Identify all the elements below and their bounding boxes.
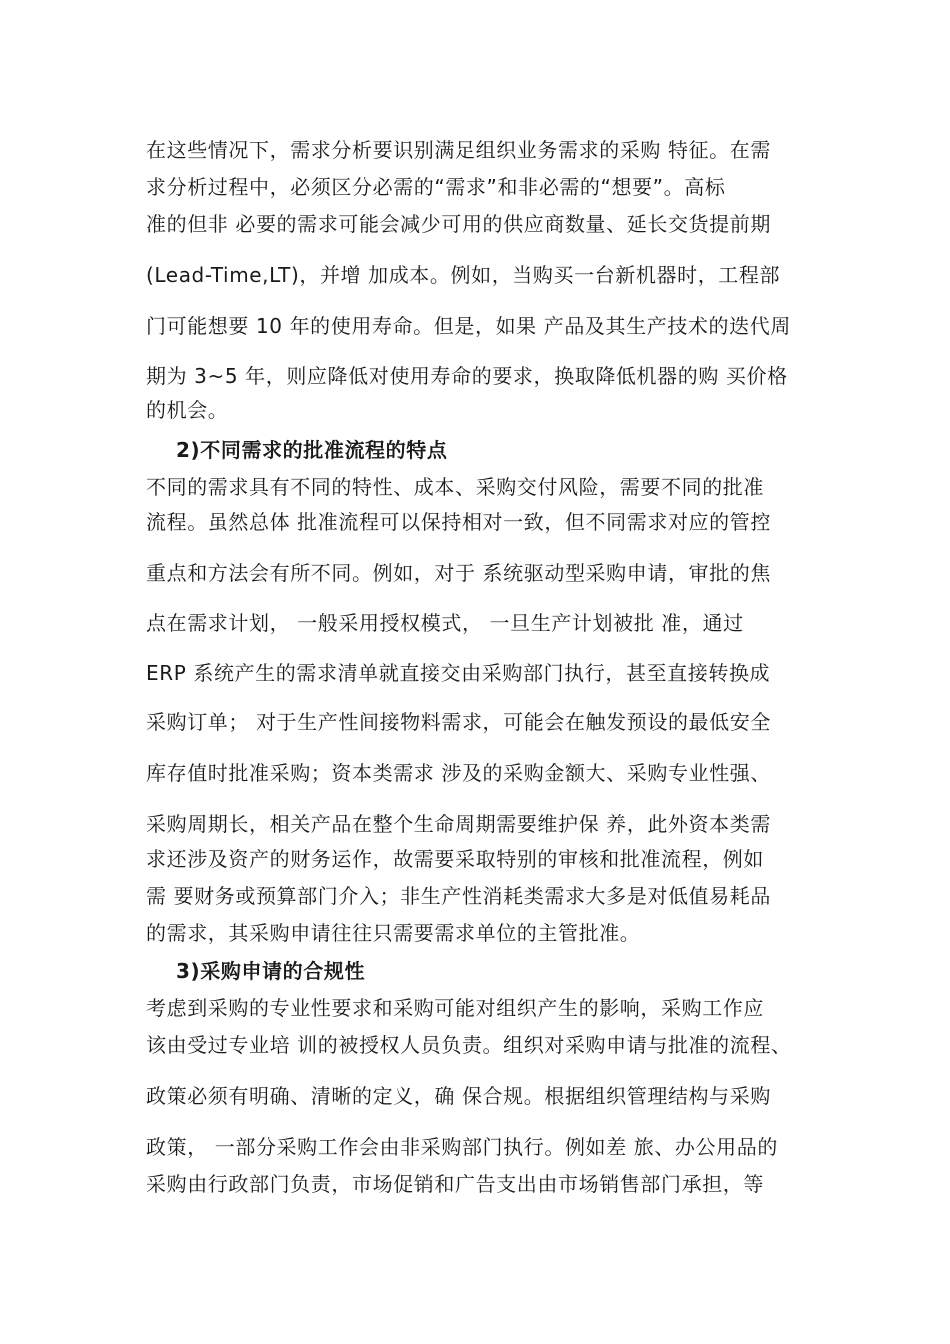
paragraph-line: (Lead-Time,LT)，并增 加成本。例如，当购买一台新机器时，工程部: [146, 263, 781, 287]
paragraph-line: 不同的需求具有不同的特性、成本、采购交付风险，需要不同的批准: [146, 475, 764, 499]
paragraph-line: 求分析过程中，必须区分必需的“需求”和非必需的“想要”。高标: [146, 175, 726, 199]
paragraph-line: 政策， 一部分采购工作会由非采购部门执行。例如差 旅、办公用品的: [146, 1135, 778, 1159]
paragraph-line: ERP 系统产生的需求清单就直接交由采购部门执行，甚至直接转换成: [146, 661, 771, 685]
paragraph-line: 期为 3~5 年，则应降低对使用寿命的要求，换取降低机器的购 买价格: [146, 364, 788, 388]
paragraph-line: 考虑到采购的专业性要求和采购可能对组织产生的影响，采购工作应: [146, 996, 764, 1020]
paragraph-line: 重点和方法会有所不同。例如，对于 系统驱动型采购申请，审批的焦: [146, 561, 771, 585]
paragraph-line: 门可能想要 10 年的使用寿命。但是，如果 产品及其生产技术的迭代周: [146, 314, 791, 338]
paragraph-line: 的需求，其采购申请往往只需要需求单位的主管批准。: [146, 921, 641, 945]
paragraph-line: 政策必须有明确、清晰的定义，确 保合规。根据组织管理结构与采购: [146, 1084, 771, 1108]
paragraph-line: 需 要财务或预算部门介入；非生产性消耗类需求大多是对低值易耗品: [146, 884, 771, 908]
paragraph-line: 采购由行政部门负责，市场促销和广告支出由市场销售部门承担，等: [146, 1172, 764, 1196]
paragraph-line: 该由受过专业培 训的被授权人员负责。组织对采购申请与批准的流程、: [146, 1033, 792, 1057]
paragraph-line: 流程。虽然总体 批准流程可以保持相对一致，但不同需求对应的管控: [146, 510, 771, 534]
paragraph-line: 点在需求计划， 一般采用授权模式， 一旦生产计划被批 准，通过: [146, 611, 744, 635]
paragraph-line: 准的但非 必要的需求可能会减少可用的供应商数量、延长交货提前期: [146, 212, 771, 236]
section-heading-compliance: 3)采购申请的合规性: [176, 959, 366, 983]
paragraph-line: 在这些情况下，需求分析要识别满足组织业务需求的采购 特征。在需: [146, 138, 771, 162]
paragraph-line: 求还涉及资产的财务运作，故需要采取特别的审核和批准流程，例如: [146, 847, 764, 871]
section-heading-approval: 2)不同需求的批准流程的特点: [176, 438, 448, 462]
paragraph-line: 采购订单； 对于生产性间接物料需求，可能会在触发预设的最低安全: [146, 710, 771, 734]
paragraph-line: 的机会。: [146, 398, 229, 422]
paragraph-line: 采购周期长，相关产品在整个生命周期需要维护保 养，此外资本类需: [146, 812, 771, 836]
paragraph-line: 库存值时批准采购；资本类需求 涉及的采购金额大、采购专业性强、: [146, 761, 771, 785]
